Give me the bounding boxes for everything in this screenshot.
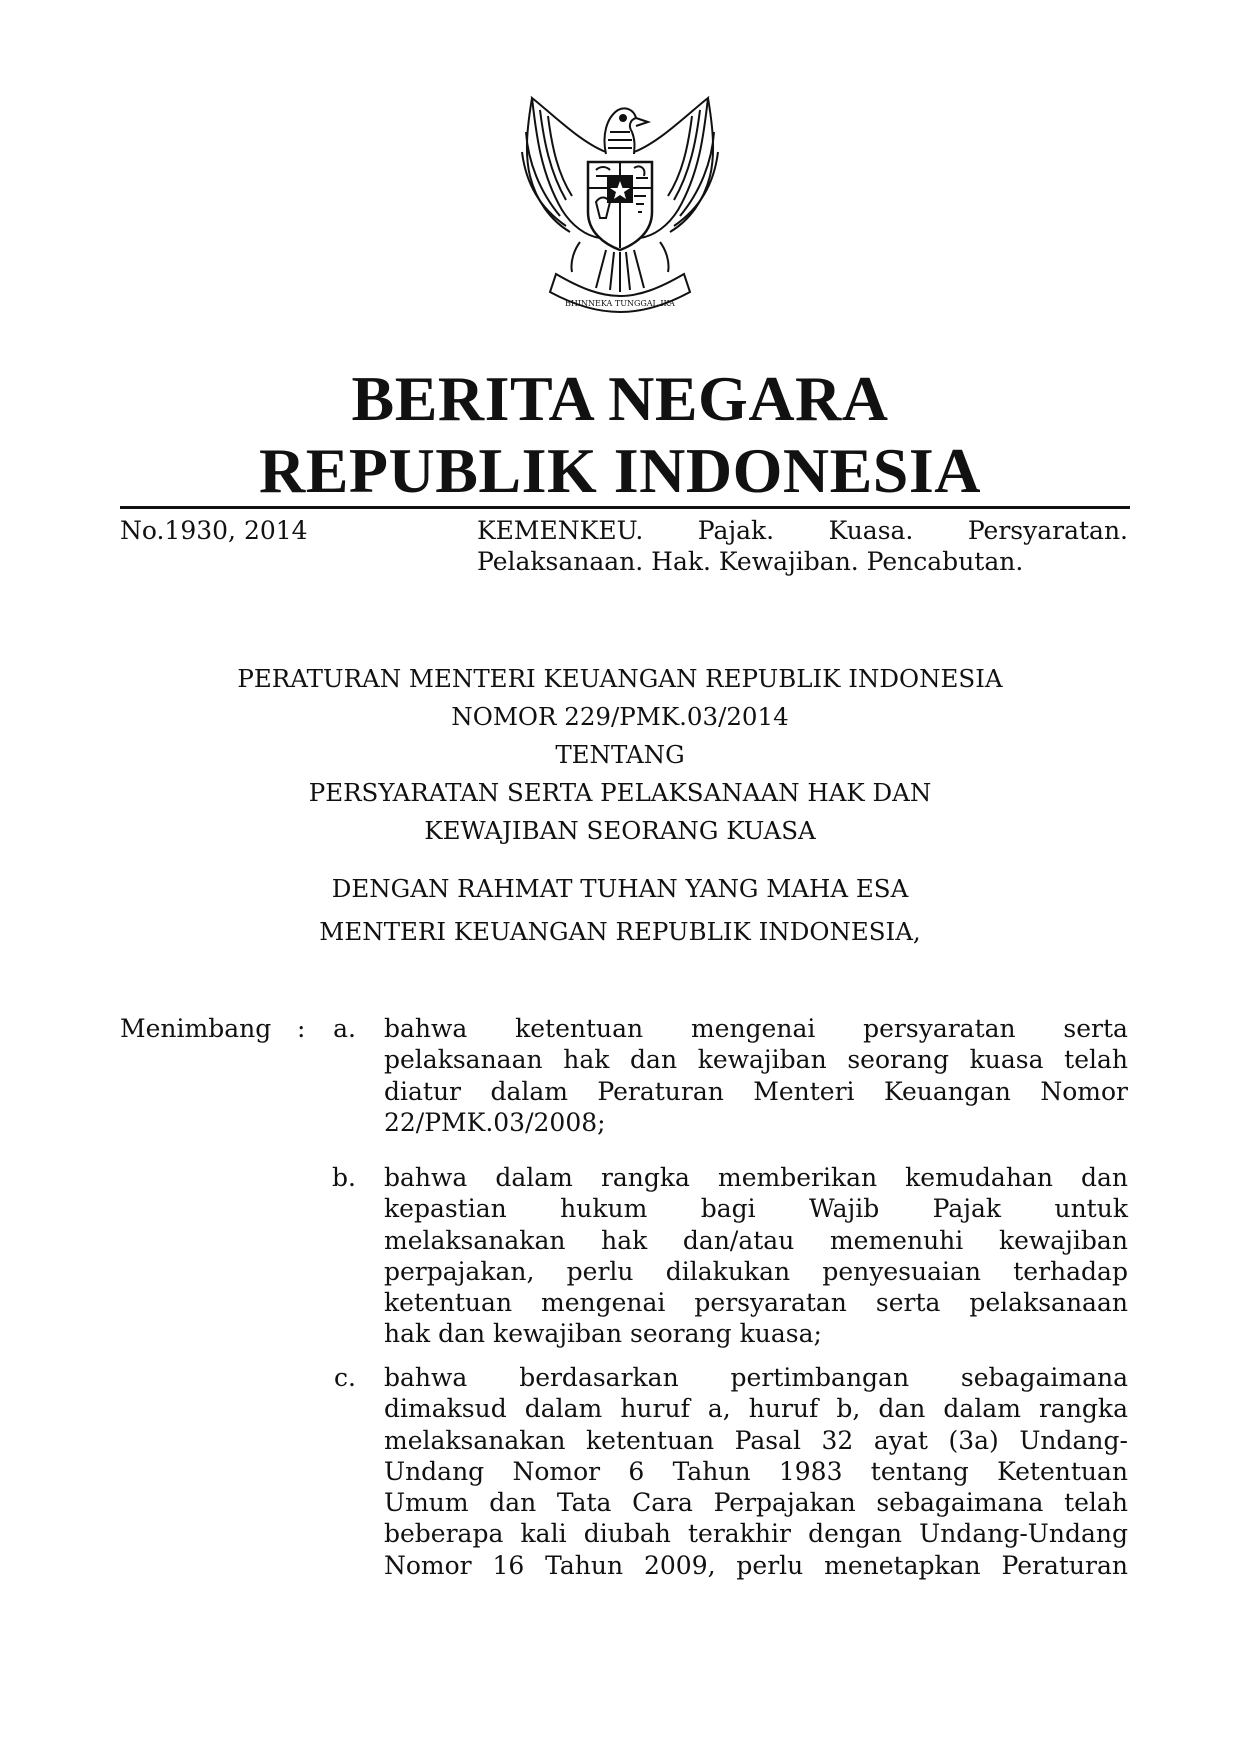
- word: persyaratan: [863, 1014, 1016, 1043]
- word: kewajiban: [998, 1225, 1128, 1255]
- subject-word: Kuasa.: [828, 516, 914, 545]
- word: dalam: [524, 1394, 603, 1424]
- word: telah: [1064, 1488, 1128, 1518]
- word: pelaksanaan: [969, 1288, 1128, 1318]
- word: huruf: [748, 1394, 819, 1424]
- word: bahwa: [384, 1014, 468, 1043]
- regulation-title: PERATURAN MENTERI KEUANGAN REPUBLIK INDONESIA: [237, 664, 1003, 693]
- word: bahwa: [384, 1363, 468, 1392]
- justified-line: [384, 1013, 1128, 1044]
- subject-word: Pajak.: [697, 516, 775, 545]
- word: diubah: [583, 1519, 671, 1549]
- word: ketentuan: [384, 1288, 513, 1318]
- word: memberikan: [718, 1163, 878, 1192]
- word: bagi: [700, 1194, 756, 1224]
- justified-line: [384, 1518, 1128, 1549]
- word: berdasarkan: [519, 1363, 679, 1392]
- word: perlu: [566, 1256, 634, 1286]
- word: pelaksanaan: [384, 1045, 543, 1075]
- garuda-pancasila-emblem-icon: [510, 92, 730, 314]
- masthead-divider: [120, 506, 1130, 509]
- subject-word: Persyaratan.: [967, 516, 1128, 545]
- word: kali: [520, 1519, 567, 1549]
- justified-line: [384, 1362, 1128, 1393]
- word: hak: [601, 1225, 648, 1255]
- word: b,: [836, 1394, 861, 1424]
- word: dan: [878, 1394, 926, 1424]
- word: melaksanakan: [384, 1225, 566, 1255]
- justified-line: [384, 1487, 1128, 1518]
- word: 6: [628, 1456, 645, 1486]
- consideration-item-b: [384, 1162, 1128, 1350]
- word: ketentuan: [586, 1425, 715, 1455]
- word: persyaratan: [694, 1288, 847, 1318]
- word: terhadap: [1013, 1256, 1128, 1286]
- word: mengenai: [541, 1288, 666, 1318]
- word: kepastian: [384, 1194, 507, 1224]
- word: terakhir: [688, 1519, 791, 1549]
- justified-line: [384, 1076, 1128, 1107]
- word: rangka: [600, 1163, 690, 1192]
- word: bahwa: [384, 1163, 468, 1192]
- word: a,: [707, 1394, 731, 1424]
- considerations-colon: :: [297, 1014, 306, 1043]
- consideration-mark-a: a.: [333, 1014, 356, 1043]
- justified-line: [384, 1225, 1128, 1256]
- justified-line: [384, 1456, 1128, 1487]
- justified-line: [384, 1287, 1128, 1318]
- word: mengenai: [690, 1014, 816, 1043]
- word: serta: [1063, 1014, 1128, 1043]
- consideration-mark-b: b.: [332, 1163, 356, 1192]
- word: memenuhi: [829, 1225, 964, 1255]
- word: perpajakan,: [384, 1256, 535, 1286]
- word: Ketentuan: [997, 1456, 1128, 1486]
- word: Tahun: [672, 1456, 751, 1486]
- word: Nomor: [1040, 1076, 1128, 1106]
- word: sebagaimana: [876, 1488, 1044, 1518]
- word: dalam: [490, 1076, 568, 1106]
- word: kuasa: [969, 1045, 1044, 1075]
- consideration-item-c: [384, 1362, 1128, 1581]
- word: telah: [1064, 1045, 1128, 1075]
- word: beberapa: [384, 1519, 504, 1549]
- preamble-invocation: DENGAN RAHMAT TUHAN YANG MAHA ESA: [331, 874, 909, 903]
- word: 32: [821, 1425, 854, 1455]
- word: untuk: [1054, 1194, 1128, 1224]
- emblem-motto-text: BHINNEKA TUNGGAL IKA: [565, 299, 675, 308]
- masthead-line-1: BERITA NEGARA: [351, 363, 889, 434]
- word: Cara: [632, 1488, 693, 1518]
- word: dan: [489, 1488, 537, 1518]
- justified-line: [384, 1193, 1128, 1224]
- regulation-subject-line-1: PERSYARATAN SERTA PELAKSANAAN HAK DAN: [308, 778, 932, 807]
- justified-line: [384, 1425, 1128, 1456]
- word: Peraturan: [1001, 1550, 1128, 1580]
- word: tentang: [870, 1456, 969, 1486]
- word: Nomor: [512, 1456, 601, 1486]
- word: Perpajakan: [713, 1488, 856, 1518]
- word: ketentuan: [515, 1014, 644, 1043]
- word: seorang: [847, 1045, 949, 1075]
- word: dan/atau: [682, 1225, 795, 1255]
- word: perlu: [736, 1550, 804, 1580]
- justified-line: [384, 1044, 1128, 1075]
- word: dalam: [943, 1394, 1021, 1424]
- word: menetapkan: [824, 1550, 981, 1580]
- word: Undang-: [1019, 1425, 1128, 1455]
- word: rangka: [1038, 1394, 1128, 1424]
- justified-line: [384, 1550, 1128, 1581]
- word: Pajak: [932, 1194, 1002, 1224]
- word: ayat: [873, 1425, 928, 1455]
- gazette-subject: [477, 515, 1128, 577]
- word: dengan: [808, 1519, 902, 1549]
- word: Peraturan: [597, 1076, 724, 1106]
- word: Umum: [384, 1488, 469, 1518]
- word: Nomor: [384, 1550, 472, 1580]
- justified-line: [384, 1256, 1128, 1287]
- word: kewajiban: [697, 1045, 827, 1075]
- word: Tata: [556, 1488, 612, 1518]
- word: (3a): [948, 1425, 999, 1455]
- word: pertimbangan: [730, 1363, 910, 1392]
- word: Undang-Undang: [919, 1519, 1128, 1549]
- word: Pasal: [734, 1425, 801, 1455]
- subject-word: KEMENKEU.: [477, 516, 644, 545]
- word: hukum: [560, 1194, 648, 1224]
- justified-line: [384, 1393, 1128, 1424]
- word: Tahun: [545, 1550, 624, 1580]
- word: penyesuaian: [822, 1256, 981, 1286]
- word: dimaksud: [384, 1394, 507, 1424]
- word: hak: [563, 1045, 610, 1075]
- word: 16: [492, 1550, 525, 1580]
- subject-line-2: Pelaksanaan. Hak. Kewajiban. Pencabutan.: [477, 547, 1024, 576]
- word: huruf: [620, 1394, 690, 1424]
- word: dilakukan: [665, 1256, 791, 1286]
- word: melaksanakan: [384, 1425, 566, 1455]
- preamble-minister: MENTERI KEUANGAN REPUBLIK INDONESIA,: [319, 917, 921, 946]
- subject-line-1: [477, 515, 1128, 546]
- word: Menteri: [753, 1076, 855, 1106]
- word: kemudahan: [905, 1163, 1053, 1192]
- word: sebagaimana: [960, 1363, 1128, 1392]
- word: dan: [1080, 1163, 1128, 1192]
- word: 1983: [778, 1456, 843, 1486]
- word: dan: [630, 1045, 678, 1075]
- word: serta: [875, 1288, 941, 1318]
- word: 2009,: [643, 1550, 716, 1580]
- regulation-subject-line-2: KEWAJIBAN SEORANG KUASA: [424, 816, 816, 845]
- regulation-number: NOMOR 229/PMK.03/2014: [451, 702, 789, 731]
- last-line: hak dan kewajiban seorang kuasa;: [384, 1319, 822, 1349]
- gazette-number: No.1930, 2014: [120, 516, 308, 545]
- considerations-label: Menimbang: [120, 1014, 272, 1043]
- word: Undang: [384, 1456, 485, 1486]
- word: diatur: [384, 1076, 462, 1106]
- consideration-item-a: [384, 1013, 1128, 1138]
- masthead-line-2: REPUBLIK INDONESIA: [258, 435, 982, 506]
- word: Keuangan: [883, 1076, 1011, 1106]
- last-line: 22/PMK.03/2008;: [384, 1107, 606, 1137]
- consideration-mark-c: c.: [334, 1363, 356, 1392]
- word: Wajib: [809, 1194, 880, 1224]
- justified-line: [384, 1162, 1128, 1193]
- regulation-tentang: TENTANG: [555, 740, 685, 769]
- word: dalam: [495, 1163, 573, 1192]
